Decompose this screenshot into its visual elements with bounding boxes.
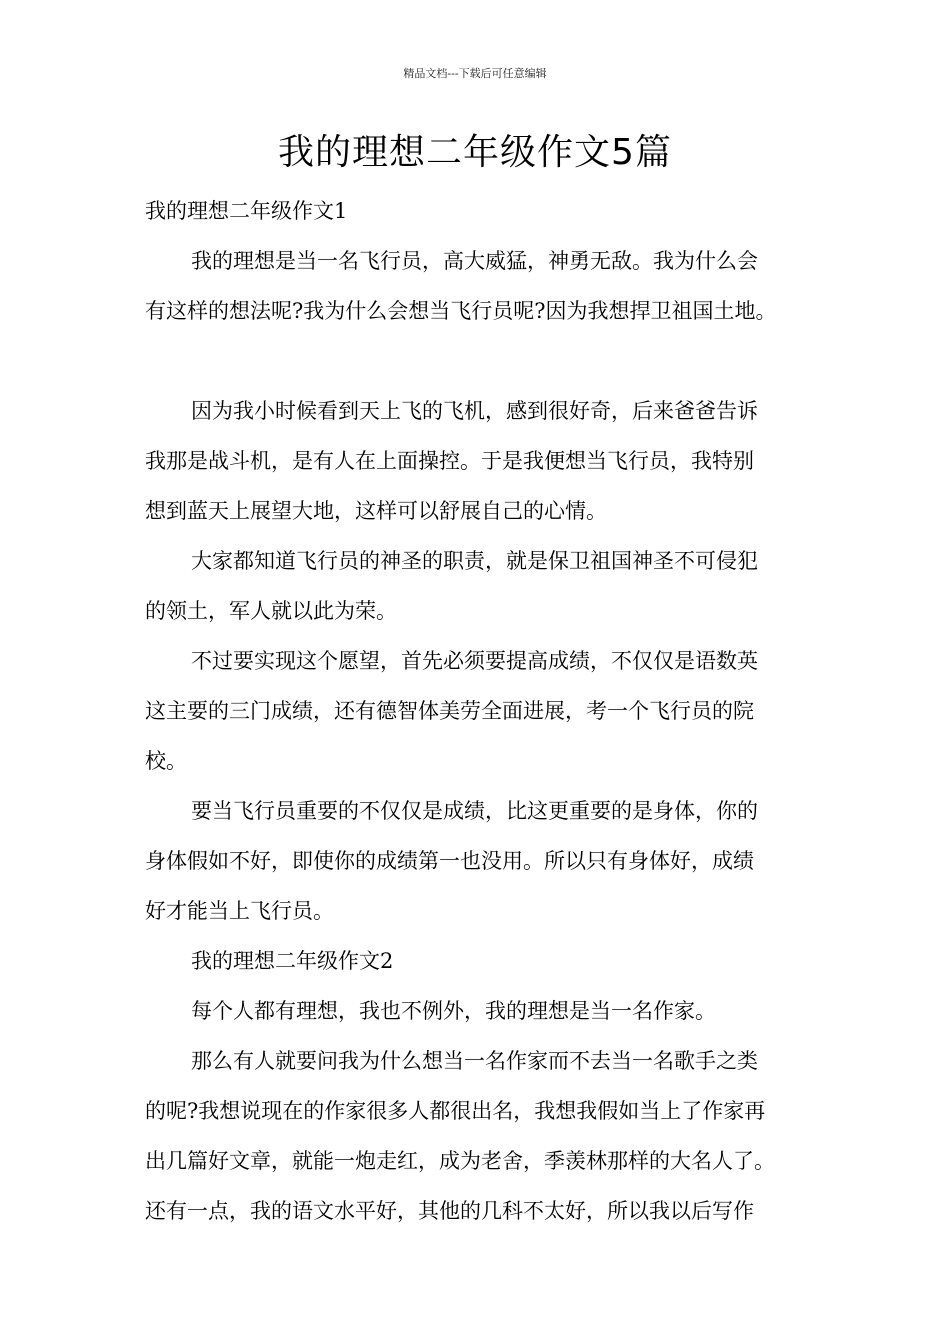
paragraph-4 bbox=[145, 636, 815, 786]
paragraph-line: 好才能当上飞行员。 bbox=[145, 899, 334, 923]
paragraph-line: 的呢?我想说现在的作家很多人都很出名，我想我假如当上了作家再 bbox=[145, 1099, 766, 1123]
paragraph-3 bbox=[145, 536, 815, 636]
paragraph-line: 想到蓝天上展望大地，这样可以舒展自己的心情。 bbox=[145, 499, 607, 523]
section-heading-1: 我的理想二年级作文1 bbox=[145, 199, 348, 223]
section-heading-2: 我的理想二年级作文2 bbox=[191, 949, 394, 973]
paragraph-line: 这主要的三门成绩，还有德智体美劳全面进展，考一个飞行员的院 bbox=[145, 699, 754, 723]
paragraph-5 bbox=[145, 786, 815, 936]
paragraph-line: 我的理想是当一名飞行员，高大威猛，神勇无敌。我为什么会 bbox=[191, 249, 758, 273]
paragraph-line: 还有一点，我的语文水平好，其他的几科不太好，所以我以后写作 bbox=[145, 1199, 754, 1223]
paragraph-line: 有这样的想法呢?我为什么会想当飞行员呢?因为我想捍卫祖国土地。 bbox=[145, 299, 777, 323]
blank-line bbox=[145, 336, 815, 386]
paragraph-line: 大家都知道飞行员的神圣的职责，就是保卫祖国神圣不可侵犯 bbox=[191, 549, 758, 573]
paragraph-line: 校。 bbox=[145, 749, 187, 773]
paragraph-line: 不过要实现这个愿望，首先必须要提高成绩，不仅仅是语数英 bbox=[191, 649, 758, 673]
paragraph-1 bbox=[145, 236, 815, 336]
paragraph-line: 要当飞行员重要的不仅仅是成绩，比这更重要的是身体，你的 bbox=[191, 799, 758, 823]
page-header: 精品文档---下载后可任意编辑 bbox=[403, 67, 547, 80]
paragraph-7 bbox=[145, 1036, 815, 1236]
paragraph-line: 身体假如不好，即使你的成绩第一也没用。所以只有身体好，成绩 bbox=[145, 849, 754, 873]
document-body bbox=[145, 186, 815, 1236]
document-title: 我的理想二年级作文5篇 bbox=[278, 132, 672, 173]
paragraph-line: 因为我小时候看到天上飞的飞机，感到很好奇，后来爸爸告诉 bbox=[191, 399, 758, 423]
paragraph-6 bbox=[145, 986, 815, 1036]
paragraph-2 bbox=[145, 386, 815, 536]
paragraph-line: 出几篇好文章，就能一炮走红，成为老舍，季羡林那样的大名人了。 bbox=[145, 1149, 775, 1173]
paragraph-line: 的领土，军人就以此为荣。 bbox=[145, 599, 397, 623]
paragraph-line: 那么有人就要问我为什么想当一名作家而不去当一名歌手之类 bbox=[191, 1049, 758, 1073]
paragraph-line: 每个人都有理想，我也不例外，我的理想是当一名作家。 bbox=[191, 999, 716, 1023]
paragraph-line: 我那是战斗机，是有人在上面操控。于是我便想当飞行员，我特别 bbox=[145, 449, 754, 473]
